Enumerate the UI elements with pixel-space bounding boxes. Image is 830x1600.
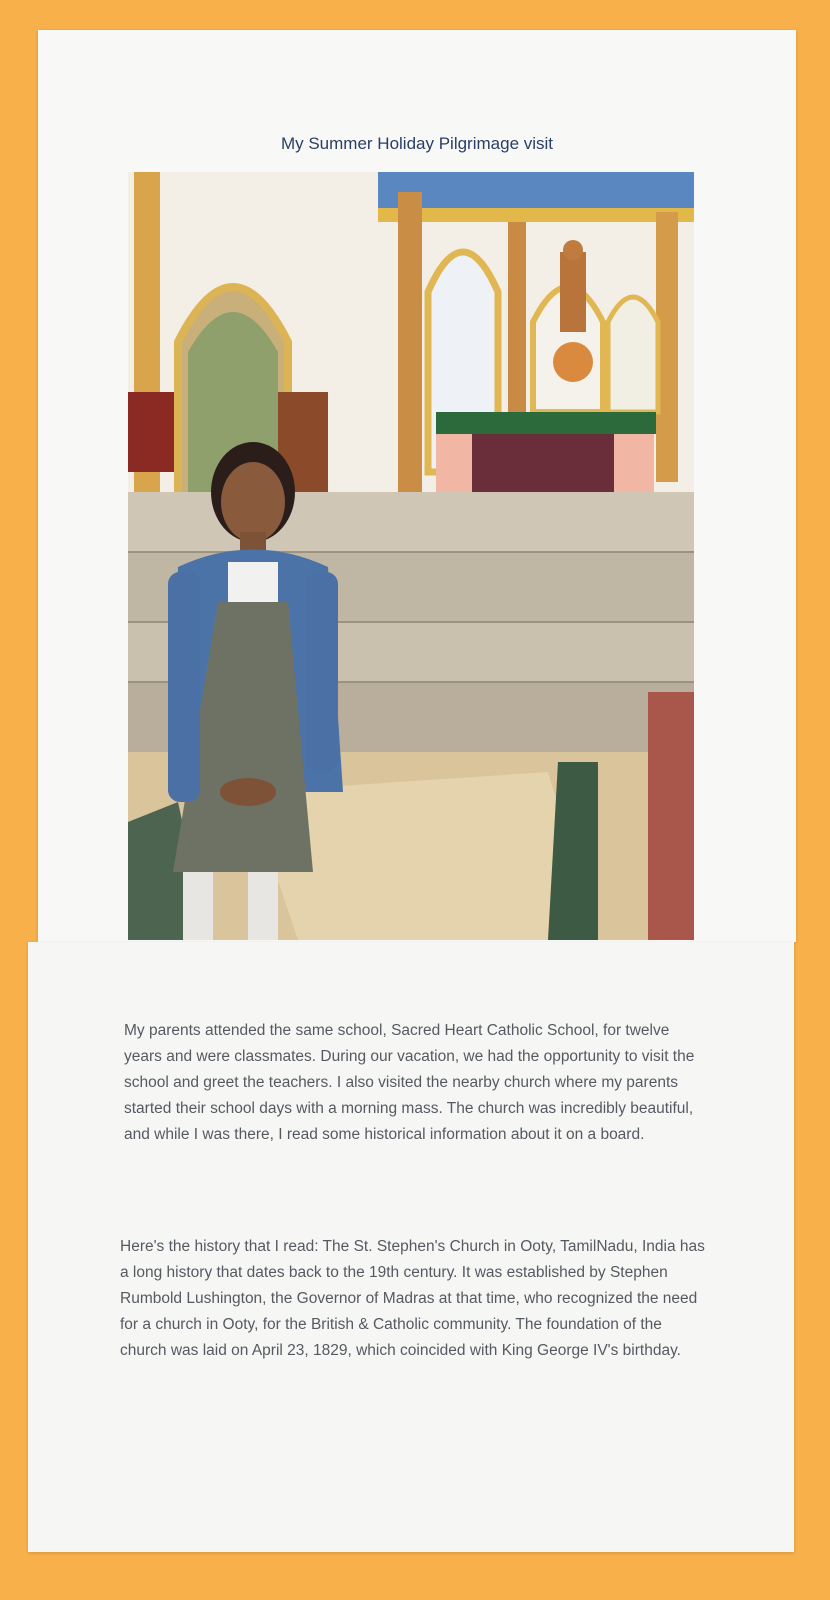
printed-sheet-top	[38, 30, 796, 942]
paragraph-parents-school: My parents attended the same school, Sacred Heart Catholic School, for twelve years and were classmates. During our vacation, we had the opportunity to visit the school and greet the teachers. I also visited the nearby church where my parents started their school days with a morning mass. The church was incredibly beautiful, and while I was there, I read some historical information about it on a board.	[124, 1022, 695, 1143]
church-photo	[128, 172, 694, 940]
printed-sheet-bottom	[28, 942, 794, 1552]
paragraph-church-history: Here's the history that I read: The St. Stephen's Church in Ooty, TamilNadu, India has a long history that dates back to the 19th century. It was established by Stephen Rumbold Lushington, the Governor of Madras at that time, who recognized the need for a church in Ooty, for the British & Catholic community. The foundation of the church was laid on April 23, 1829, which coincided with King George IV's birthday.	[120, 1238, 705, 1359]
document-title: My Summer Holiday Pilgrimage visit	[280, 134, 554, 153]
